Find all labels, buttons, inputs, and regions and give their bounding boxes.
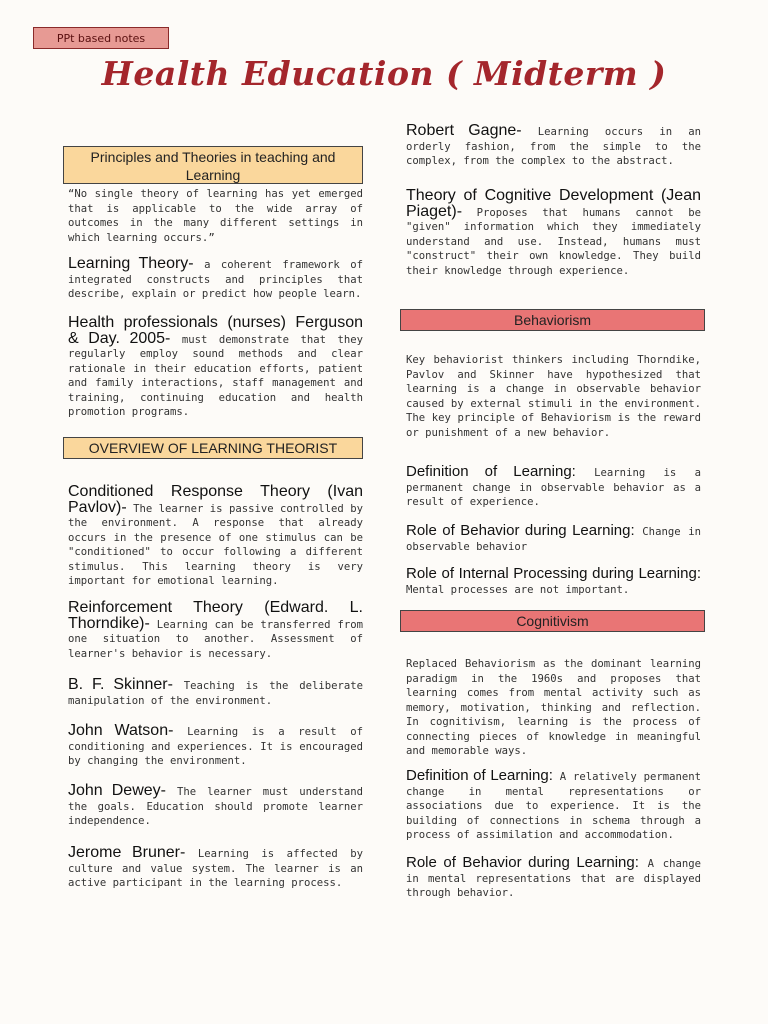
- ppt-notes-tag: PPt based notes: [33, 27, 169, 49]
- beh-internal-term: Role of Internal Processing during Learning:: [406, 565, 701, 582]
- quote-text: “No single theory of learning has yet emerged that is applicable to the wide array of outcomes in the many different settings in which learning occurs.”: [68, 188, 363, 244]
- cog-def-term: Definition of Learning:: [406, 767, 553, 784]
- cog-role-term: Role of Behavior during Learning:: [406, 854, 639, 871]
- learning-theory-block: [68, 257, 363, 302]
- theorist-text: The learner must understand the goals. Education should promote learner independence.: [68, 786, 363, 827]
- theorist-skinner: [68, 678, 363, 708]
- page-title: Health Education ( Midterm ): [101, 54, 667, 93]
- gagne-block: [406, 124, 701, 169]
- behaviorism-heading: Behaviorism: [400, 309, 705, 331]
- behaviorism-intro-text: Key behaviorist thinkers including Thorndike, Pavlov and Skinner have hypothesized that learning is a change in observable behavior caused by external stimuli in the environment. The key principle of Behaviorism is the reward or punishment of a new behavior.: [406, 354, 701, 439]
- theorist-term: Jerome Bruner-: [68, 844, 186, 861]
- behaviorism-definition: [406, 465, 701, 510]
- overview-heading: OVERVIEW OF LEARNING THEORIST: [63, 437, 363, 459]
- beh-role-text: Change in observable behavior: [406, 526, 701, 553]
- theorist-term: Conditioned Response Theory (Ivan Pavlov)-: [68, 483, 363, 516]
- piaget-term: Theory of Cognitive Development (Jean Piaget)-: [406, 187, 701, 220]
- health-professionals-block: [68, 316, 363, 420]
- behaviorism-internal: [406, 567, 701, 597]
- theorist-dewey: [68, 784, 363, 829]
- theorist-text: Teaching is the deliberate manipulation of the environment.: [68, 680, 363, 707]
- quote-block: [68, 187, 363, 245]
- cognitivism-definition: [406, 769, 701, 843]
- piaget-block: [406, 189, 701, 278]
- theorist-thorndike: [68, 601, 363, 661]
- gagne-term: Robert Gagne-: [406, 122, 522, 139]
- principles-heading: Principles and Theories in teaching and Learning: [63, 146, 363, 184]
- learning-theory-text: a coherent framework of integrated constructs and principles that describe, explain or predict how people learn.: [68, 259, 363, 300]
- behaviorism-intro: [406, 353, 701, 440]
- cognitivism-heading: Cognitivism: [400, 610, 705, 632]
- cog-role-text: A change in mental representations that are displayed through behavior.: [406, 858, 701, 899]
- cognitivism-role: [406, 856, 701, 901]
- theorist-text: Learning is a result of conditioning and experiences. It is encouraged by changing the environment.: [68, 726, 363, 767]
- cognitivism-intro-text: Replaced Behaviorism as the dominant learning paradigm in the 1960s and proposes that learning comes from mental activity such as memory, motivation, thinking and reflection. In cognitivism, learning is the process of connecting pieces of knowledge in meaningful and memorable ways.: [406, 658, 701, 757]
- theorist-text: Learning is affected by culture and value system. The learner is an active participant in the learning process.: [68, 848, 363, 889]
- beh-def-text: Learning is a permanent change in observable behavior as a result of experience.: [406, 467, 701, 508]
- theorist-term: John Dewey-: [68, 782, 166, 799]
- piaget-text: Proposes that humans cannot be "given" information which they immediately understand and use. Instead, humans must "construct" their own knowledge. They build their knowledge through experience.: [406, 206, 701, 277]
- theorist-term: John Watson-: [68, 722, 174, 739]
- theorist-text: Learning can be transferred from one situation to another. Assessment of learner's behavior is necessary.: [68, 618, 363, 660]
- beh-internal-text: Mental processes are not important.: [406, 583, 630, 596]
- cog-def-text: A relatively permanent change in mental representations or associations due to experience. It is the building of connections in schema through a process of assimilation and accommodation.: [406, 771, 701, 841]
- cognitivism-intro: [406, 657, 701, 759]
- theorist-bruner: [68, 846, 363, 891]
- beh-role-term: Role of Behavior during Learning:: [406, 522, 635, 539]
- theorist-pavlov: [68, 485, 363, 589]
- health-professionals-text: must demonstrate that they regularly employ sound methods and clear rationale in their education efforts, patient and family interactions, staff management and training, continuing education and health promotion programs.: [68, 333, 363, 418]
- theorist-text: The learner is passive controlled by the environment. A response that already occurs in the presence of one stimulus can be "conditioned" to occur following a different stimulus. This learning theory is very important for emotional learning.: [68, 502, 363, 587]
- theorist-term: B. F. Skinner-: [68, 676, 173, 693]
- theorist-watson: [68, 724, 363, 769]
- behaviorism-role: [406, 524, 701, 554]
- beh-def-term: Definition of Learning:: [406, 463, 576, 480]
- gagne-text: Learning occurs in an orderly fashion, from the simple to the complex, from the complex to the abstract.: [406, 126, 701, 167]
- health-professionals-term: Health professionals (nurses) Ferguson & Day. 2005-: [68, 314, 363, 347]
- learning-theory-term: Learning Theory-: [68, 255, 194, 272]
- theorist-term: Reinforcement Theory (Edward. L. Thorndike)-: [68, 599, 363, 632]
